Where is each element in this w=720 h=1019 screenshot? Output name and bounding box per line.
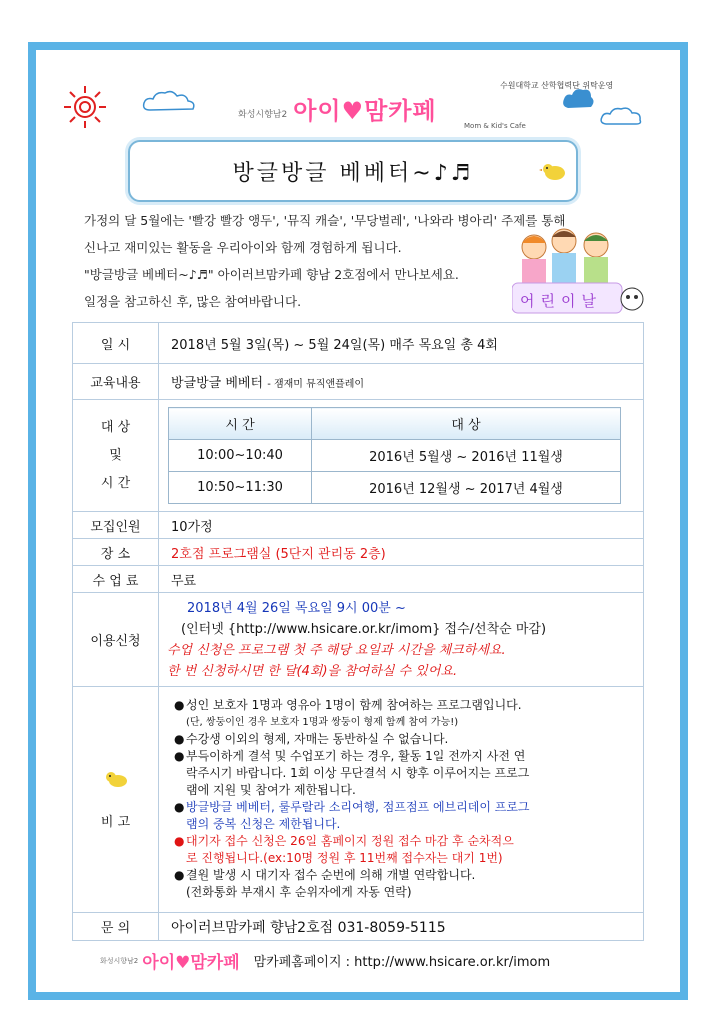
schedule-table — [168, 407, 621, 504]
apply-warning: 수업 신청은 프로그램 첫 주 해당 요일과 시간을 체크하세요. — [167, 642, 506, 658]
target-label — [73, 400, 159, 512]
target-label-line: 대 상 — [100, 419, 131, 435]
cafe-logo — [238, 96, 526, 130]
place-label: 장 소 — [73, 539, 159, 566]
logo-city: 화성시향남2 — [238, 110, 288, 120]
title-box — [128, 140, 578, 202]
contact-value: 아이러브맘카페 향남2호점 031-8059-5115 — [159, 913, 644, 941]
content-value: 방글방글 베베터 — [171, 376, 264, 391]
recruit-value: 10가정 — [159, 512, 644, 539]
sun-icon — [62, 84, 108, 130]
cloud-icon — [598, 104, 644, 128]
chick-icon — [538, 160, 568, 184]
date-label: 일 시 — [73, 323, 159, 364]
apply-cell — [159, 593, 644, 687]
apply-warning: 한 번 신청하시면 한 달(4회)을 참여하실 수 있어요. — [167, 663, 458, 679]
schedule-header-target: 대 상 — [312, 408, 621, 440]
intro-line: 일정을 참고하신 후, 많은 참여바랍니다. — [84, 294, 302, 309]
notes-list — [160, 693, 642, 907]
intro-line: 가정의 달 5월에는 '빨강 빨강 앵두', '뮤직 캐슬', '무당벌레', '나와라 병아리' 주제를 통해 — [84, 213, 566, 228]
info-table — [72, 322, 644, 941]
schedule-target: 2016년 12월생 ~ 2017년 4월생 — [312, 472, 621, 504]
apply-label: 이용신청 — [73, 593, 159, 687]
intro-line: "방글방글 베베터~♪♬" 아이러브맘카페 향남 2호점에서 만나보세요. — [84, 267, 459, 282]
kids-sign: 어린이날 — [520, 292, 602, 310]
logo-main: 아이♥맘카페 — [293, 97, 437, 125]
apply-method: (인터넷 {http://www.hsicare.or.kr/imom} 접수/선착순 마감) — [181, 621, 547, 637]
cloud-icon — [140, 88, 198, 114]
note-item: ● 수강생 이외의 형제, 자매는 동반하실 수 없습니다. — [174, 731, 449, 746]
note-item: ● 부득이하게 결석 및 수업포기 하는 경우, 활동 1일 전까지 사전 연 락주시기 바랍니다. 1회 이상 무단결석 시 향후 이루어지는 프로그 램에 지원 및 참여가 제한됩니다. — [174, 748, 530, 797]
notes-label: 비 고 — [100, 815, 131, 830]
apply-date: 2018년 4월 26일 목요일 9시 00분 ~ — [187, 600, 406, 616]
content-extra: - 잼재미 뮤직앤플레이 — [267, 379, 365, 390]
intro-line: 신나고 재미있는 활동을 우리아이와 함께 경험하게 됩니다. — [84, 240, 402, 255]
schedule-target: 2016년 5월생 ~ 2016년 11월생 — [312, 440, 621, 472]
contact-label: 문 의 — [73, 913, 159, 941]
footer-city: 화성시향남2 — [100, 956, 139, 965]
fee-value: 무료 — [159, 566, 644, 593]
schedule-time: 10:00~10:40 — [169, 440, 312, 472]
content-label: 교육내용 — [73, 364, 159, 400]
footer — [100, 948, 550, 973]
fee-label: 수 업 료 — [73, 566, 159, 593]
place-value: 2호점 프로그램실 (5단지 관리동 2층) — [159, 539, 644, 566]
page-title: 방글방글 베베터~♪♬ — [232, 160, 474, 186]
schedule-time: 10:50~11:30 — [169, 472, 312, 504]
homepage-link[interactable]: 맘카페홈페이지 : http://www.hsicare.or.kr/imom — [253, 955, 551, 970]
schedule-cell — [159, 400, 644, 512]
target-label-line: 시 간 — [100, 475, 131, 491]
notes-cell — [159, 687, 644, 913]
organizer-text: 수원대학교 산학협력단 위탁운영 — [500, 81, 614, 90]
date-value: 2018년 5월 3일(목) ~ 5월 24일(목) 매주 목요일 총 4회 — [159, 323, 644, 364]
note-item: ● 방글방글 베베터, 룰루랄라 소리여행, 점프점프 에브리데이 프로그 램의 중복 신청은 제한됩니다. — [174, 799, 530, 831]
logo-sub: Mom & Kid's Cafe — [464, 122, 526, 130]
note-item: ● 결원 발생 시 대기자 접수 순번에 의해 개별 연락합니다. (전화통화 부재시 후 순위자에게 자동 연락) — [174, 867, 476, 899]
note-item: ● 성인 보호자 1명과 영유아 1명이 함께 참여하는 프로그램입니다. (단, 쌍둥이인 경우 보호자 1명과 쌍둥이 형제 함께 참여 가능!) — [174, 697, 522, 728]
recruit-label: 모집인원 — [73, 512, 159, 539]
notes-label-cell — [73, 687, 159, 913]
chick-icon — [103, 769, 129, 791]
target-label-line: 및 — [109, 447, 122, 463]
note-item: ● 대기자 접수 신청은 26일 홈페이지 정원 접수 마감 후 순차적으 로 진행됩니다.(ex:10명 정원 후 11번째 접수자는 대기 1번) — [174, 833, 514, 865]
schedule-header-time: 시 간 — [169, 408, 312, 440]
footer-logo: 아이♥맘카페 — [142, 953, 240, 973]
content-cell — [159, 364, 644, 400]
